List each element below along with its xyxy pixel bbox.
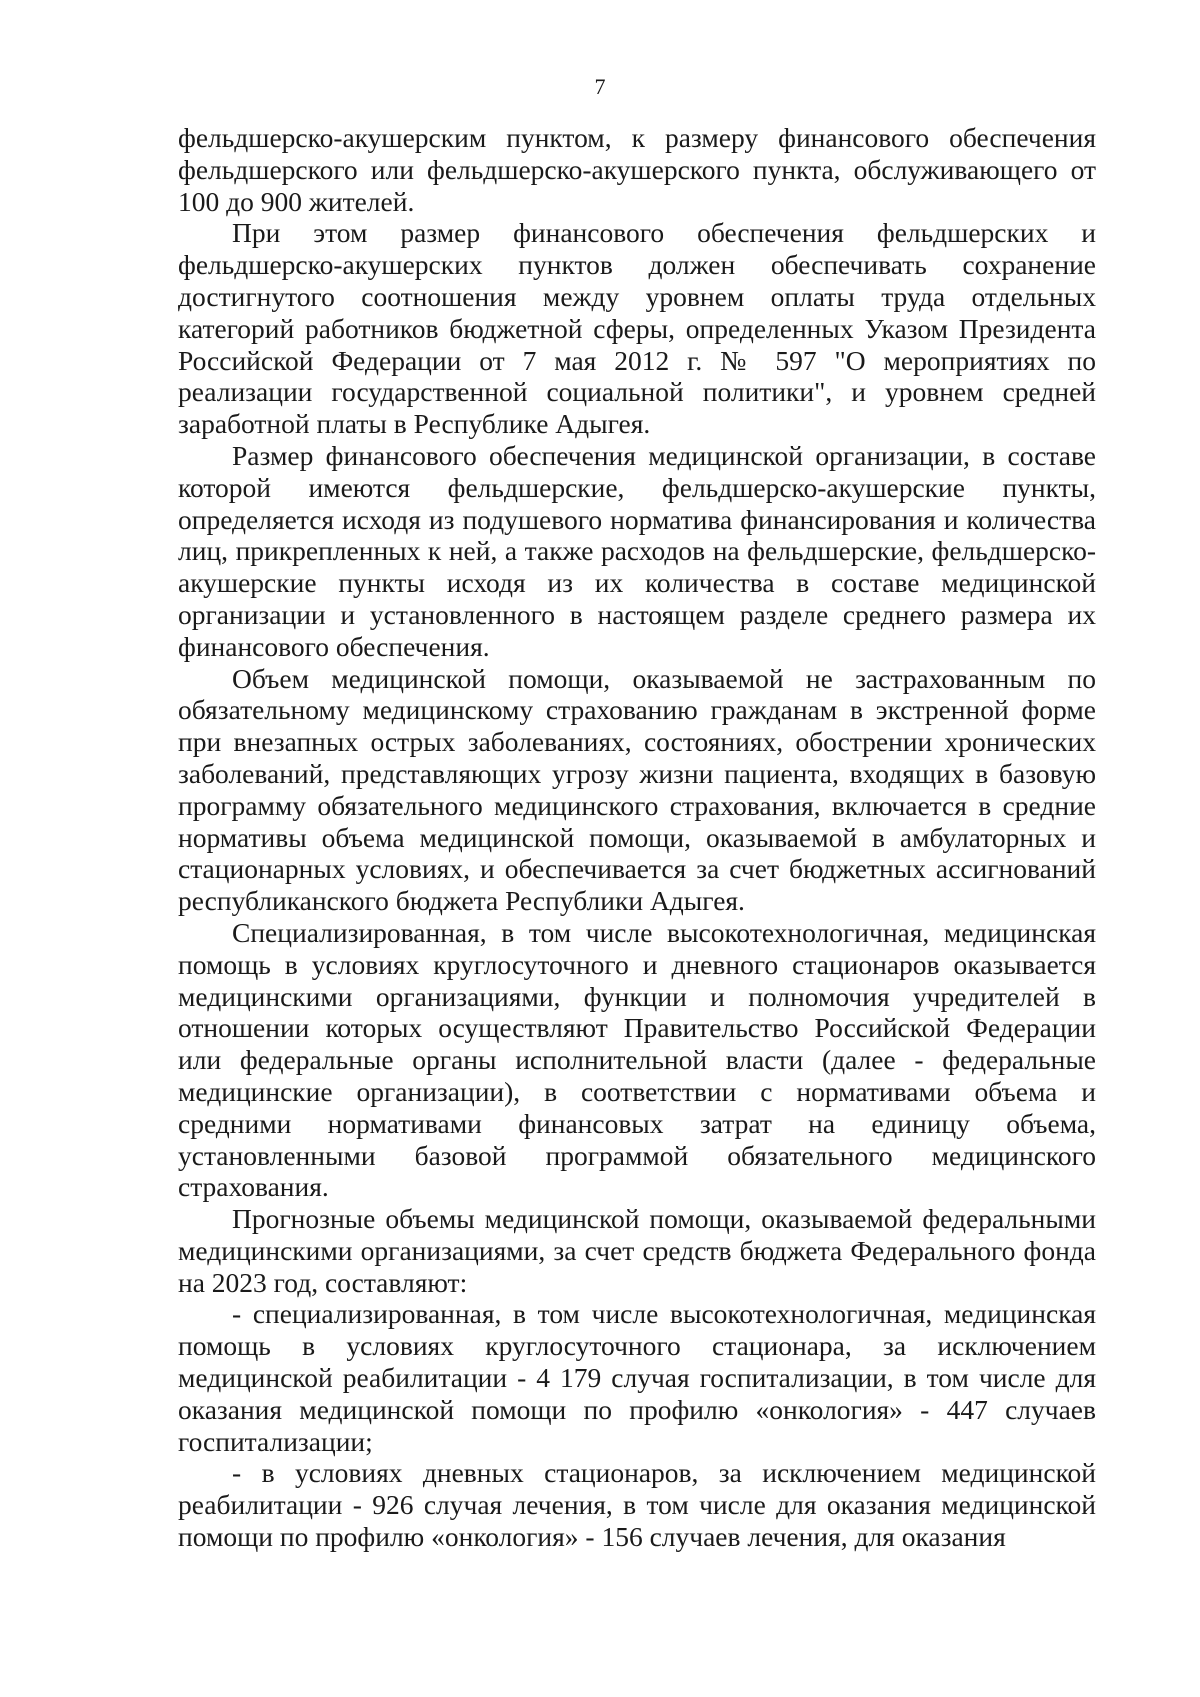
list-item-day-hospital: - в условиях дневных стационаров, за исключением медицинской реабилитации - 926 случая лечения, в том числе для оказания медицинской помощи по профилю «онкология» - 156 случаев лечения, для оказания <box>178 1457 1096 1553</box>
document-body <box>178 122 1096 1553</box>
list-item-round-the-clock: - специализированная, в том числе высокотехнологичная, медицинская помощь в условиях круглосуточного стационара, за исключением медицинской реабилитации - 4 179 случая госпитализации, в том числе для оказания медицинской помощи по профилю «онкология» - 447 случаев госпитализации; <box>178 1298 1096 1457</box>
paragraph-continuation: фельдшерско-акушерским пунктом, к размеру финансового обеспечения фельдшерского или фельдшерско-акушерского пункта, обслуживающего от 100 до 900 жителей. <box>178 122 1096 217</box>
paragraph-specialized-care: Специализированная, в том числе высокотехнологичная, медицинская помощь в условиях круглосуточного и дневного стационаров оказывается медицинскими организациями, функции и полномочия учредителей в отношении которых осуществляют Правительство Российской Федерации или федеральные органы исполнительной власти (далее - федеральные медицинские организации), в соответствии с нормативами объема и средними нормативами финансовых затрат на единицу объема, установленными базовой программой обязательного медицинского страхования. <box>178 916 1096 1203</box>
page-number: 7 <box>594 74 606 99</box>
paragraph-forecast-volumes: Прогнозные объемы медицинской помощи, оказываемой федеральными медицинскими организациями, за счет средств бюджета Федерального фонда на 2023 год, составляют: <box>178 1203 1096 1298</box>
paragraph-financing-size: Размер финансового обеспечения медицинской организации, в составе которой имеются фельдшерские, фельдшерско-акушерские пункты, определяется исходя из подушевого норматива финансирования и количества лиц, прикрепленных к ней, а также расходов на фельдшерские, фельдшерско-акушерские пункты исходя из их количества в составе медицинской организации и установленного в настоящем разделе среднего размера их финансового обеспечения. <box>178 439 1096 662</box>
paragraph-fap-salary: При этом размер финансового обеспечения фельдшерских и фельдшерско-акушерских пунктов должен обеспечивать сохранение достигнутого соотношения между уровнем оплаты труда отдельных категорий работников бюджетной сферы, определенных Указом Президента Российской Федерации от 7 мая 2012 г. № 597 "О мероприятиях по реализации государственной социальной политики", и уровнем средней заработной платы в Республике Адыгея. <box>178 217 1096 440</box>
paragraph-uninsured-volume: Объем медицинской помощи, оказываемой не застрахованным по обязательному медицинскому страхованию гражданам в экстренной форме при внезапных острых заболеваниях, состояниях, обострении хронических заболеваний, представляющих угрозу жизни пациента, входящих в базовую программу обязательного медицинского страхования, включается в средние нормативы объема медицинской помощи, оказываемой в амбулаторных и стационарных условиях, и обеспечивается за счет бюджетных ассигнований республиканского бюджета Республики Адыгея. <box>178 662 1096 917</box>
